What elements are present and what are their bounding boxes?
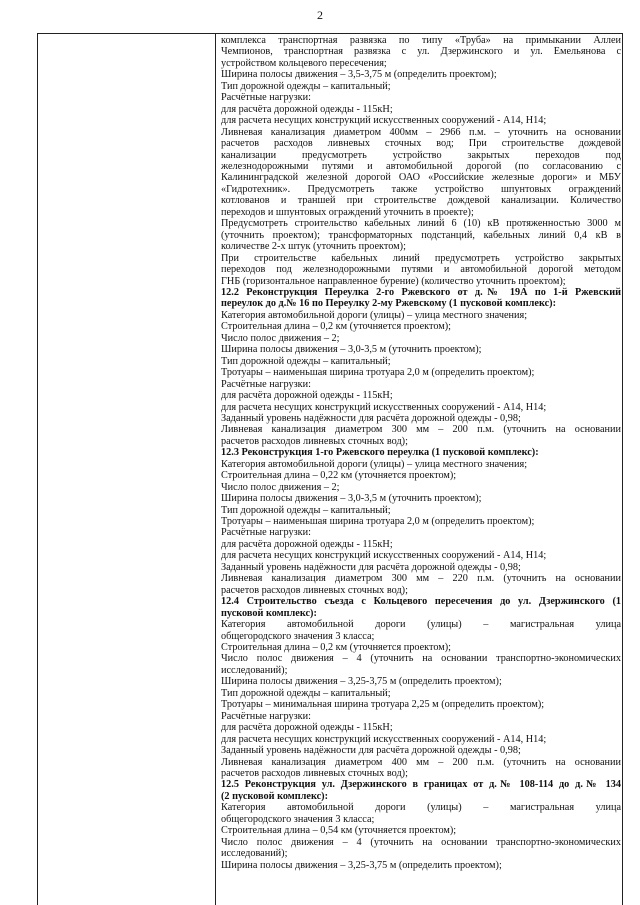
text-line: (уточнить проектом); трансформаторных подстанций, кабельных линий 0,4 кВ в: [221, 229, 621, 241]
text-line: переходов и шпунтовых ограждений уточнить в проекте);: [221, 206, 474, 218]
text-line: Число полос движения – 2;: [221, 332, 340, 344]
text-line: «Гидротехник». Предусмотреть также устройство шпунтовых ограждений: [221, 183, 621, 195]
text-line: Расчётные нагрузки:: [221, 92, 311, 104]
text-line: для расчёта дорожной одежды - 115кН;: [221, 722, 393, 734]
text-line: котлованов и траншей при строительстве дождевой канализации. Количество: [221, 195, 621, 207]
text-line: Тип дорожной одежды – капитальный;: [221, 504, 391, 516]
text-line: комплекса транспортная развязка по типу «Труба» на примыкании Аллеи: [221, 35, 621, 46]
text-line: Строительная длина – 0,54 км (уточняется проектом);: [221, 825, 457, 837]
text-line: исследований);: [221, 848, 288, 860]
text-line: Число полос движения – 4 (уточнить на основании транспортно-экономических: [221, 653, 621, 665]
text-line: Калининградской железной дорогой ОАО «Российские железные дороги» и МБУ: [221, 172, 621, 184]
text-line: Тротуары – наименьшая ширина тротуара 2,0 м (определить проектом);: [221, 367, 535, 379]
text-line: расчетов расходов ливневых сточных вод);: [221, 584, 408, 596]
text-line: Тротуары – наименьшая ширина тротуара 2,0 м (определить проектом);: [221, 516, 535, 528]
text-line: для расчёта дорожной одежды - 115кН;: [221, 103, 393, 115]
text-line: Предусмотреть строительство кабельных линий 6 (10) кВ протяженностью 3000 м: [221, 218, 621, 230]
text-line: Заданный уровень надёжности для расчёта дорожной одежды - 0,98;: [221, 412, 521, 424]
text-line: Ливневая канализация диаметром 300 мм – 200 п.м. (уточнить на основании: [221, 424, 621, 436]
text-line: переходов под железнодорожными путями и автомобильной дорогой методом: [221, 264, 621, 276]
text-line: Тротуары – минимальная ширина тротуара 2,25 м (определить проектом);: [221, 699, 545, 711]
section-heading-line: 12.2 Реконструкция Переулка 2-го Ржевского от д.№ 19А по 1-й Ржевский: [221, 286, 621, 298]
page-number: 2: [317, 8, 323, 22]
text-line: Ливневая канализация диаметром 400 мм – 200 п.м. (уточнить на основании: [221, 756, 621, 768]
text-line: количестве 2-х штук (уточнить проектом);: [221, 241, 406, 253]
text-line: Ширина полосы движения – 3,25-3,75 м (определить проектом);: [221, 859, 502, 871]
text-line: Строительная длина – 0,2 км (уточняется проектом);: [221, 321, 452, 333]
text-line: Категория автомобильной дороги (улицы) – магистральная улица: [221, 619, 621, 631]
text-line: Категория автомобильной дороги (улицы) – улица местного значения;: [221, 309, 528, 321]
text-line: Категория автомобильной дороги (улицы) – улица местного значения;: [221, 458, 528, 470]
text-line: для расчета несущих конструкций искусственных сооружений - А14, Н14;: [221, 401, 547, 413]
text-line: Тип дорожной одежды – капитальный;: [221, 80, 391, 92]
section-heading-line: (2 пусковой комплекс):: [221, 790, 328, 802]
text-line: Ливневая канализация диаметром 400мм – 2966 п.м. – уточнить на основании: [221, 126, 621, 138]
section-heading-line: 12.3 Реконструкция 1-го Ржевского переулка (1 пусковой комплекс):: [221, 447, 539, 459]
text-line: исследований);: [221, 664, 288, 676]
text-line: Тип дорожной одежды – капитальный;: [221, 355, 391, 367]
text-line: Ширина полосы движения – 3,0-3,5 м (уточнить проектом);: [221, 344, 482, 356]
table-left-column: [38, 34, 216, 905]
text-line: для расчета несущих конструкций искусственных сооружений - А14, Н14;: [221, 115, 547, 127]
text-line: для расчёта дорожной одежды - 115кН;: [221, 538, 393, 550]
text-line: Расчётные нагрузки:: [221, 710, 311, 722]
requirements-table: [37, 33, 623, 905]
text-line: железнодорожными путями и автомобильной дорогой (по согласованию с: [221, 160, 621, 172]
text-line: Строительная длина – 0,22 км (уточняется проектом);: [221, 470, 457, 482]
section-heading-line: переулок до д.№ 16 по Переулку 2-му Ржевскому (1 пусковой комплекс):: [221, 298, 557, 310]
text-line: Расчётные нагрузки:: [221, 378, 311, 390]
text-line: Строительная длина – 0,2 км (уточняется проектом);: [221, 642, 452, 654]
text-line: расчетов расходов ливневых сточных вод);: [221, 435, 408, 447]
section-heading-line: 12.4 Строительство съезда с Кольцевого пересечения до ул. Дзержинского (1: [221, 596, 621, 608]
text-line: для расчёта дорожной одежды - 115кН;: [221, 390, 393, 402]
text-line: Расчётные нагрузки:: [221, 527, 311, 539]
text-line: Категория автомобильной дороги (улицы) – магистральная улица: [221, 802, 621, 814]
text-line: для расчета несущих конструкций искусственных сооружений - А14, Н14;: [221, 550, 547, 562]
text-line: Заданный уровень надёжности для расчёта дорожной одежды - 0,98;: [221, 745, 521, 757]
text-line: ГНБ (горизонтальное направленное бурение) (количество уточнить проектом);: [221, 275, 566, 287]
text-line: расчетов расходов ливневых сточных вод; При строительстве дождевой: [221, 138, 621, 150]
text-line: канализации предусмотреть устройство закрытых переходов под: [221, 149, 621, 161]
text-line: расчетов расходов ливневых сточных вод);: [221, 768, 408, 779]
text-line: Число полос движения – 2;: [221, 481, 340, 493]
text-line: Ширина полосы движения – 3,0-3,5 м (уточнить проектом);: [221, 493, 482, 505]
text-line: Чемпионов, транспортная развязка с ул. Дзержинского и ул. Емельянова с: [221, 46, 621, 58]
text-line: Число полос движения – 4 (уточнить на основании транспортно-экономических: [221, 836, 621, 848]
text-line: Ширина полосы движения – 3,5-3,75 м (определить проектом);: [221, 69, 497, 81]
text-line: Заданный уровень надёжности для расчёта дорожной одежды - 0,98;: [221, 561, 521, 573]
text-line: Тип дорожной одежды – капитальный;: [221, 687, 391, 699]
table-content-cell: [221, 34, 621, 871]
text-line: Ливневая канализация диаметром 300 мм – 220 п.м. (уточнить на основании: [221, 573, 621, 585]
text-line: При строительстве кабельных линий предусмотреть устройство закрытых: [221, 252, 621, 264]
text-line: устройством кольцевого пересечения;: [221, 57, 387, 69]
section-heading-line: 12.5 Реконструкция ул. Дзержинского в границах от д.№ 108-114 до д.№ 134: [221, 779, 621, 791]
text-line: общегородского значения 3 класса;: [221, 813, 375, 825]
text-line: для расчета несущих конструкций искусственных сооружений - А14, Н14;: [221, 733, 547, 745]
text-line: Ширина полосы движения – 3,25-3,75 м (определить проектом);: [221, 676, 502, 688]
section-heading-line: пусковой комплекс):: [221, 607, 317, 619]
text-line: общегородского значения 3 класса;: [221, 630, 375, 642]
